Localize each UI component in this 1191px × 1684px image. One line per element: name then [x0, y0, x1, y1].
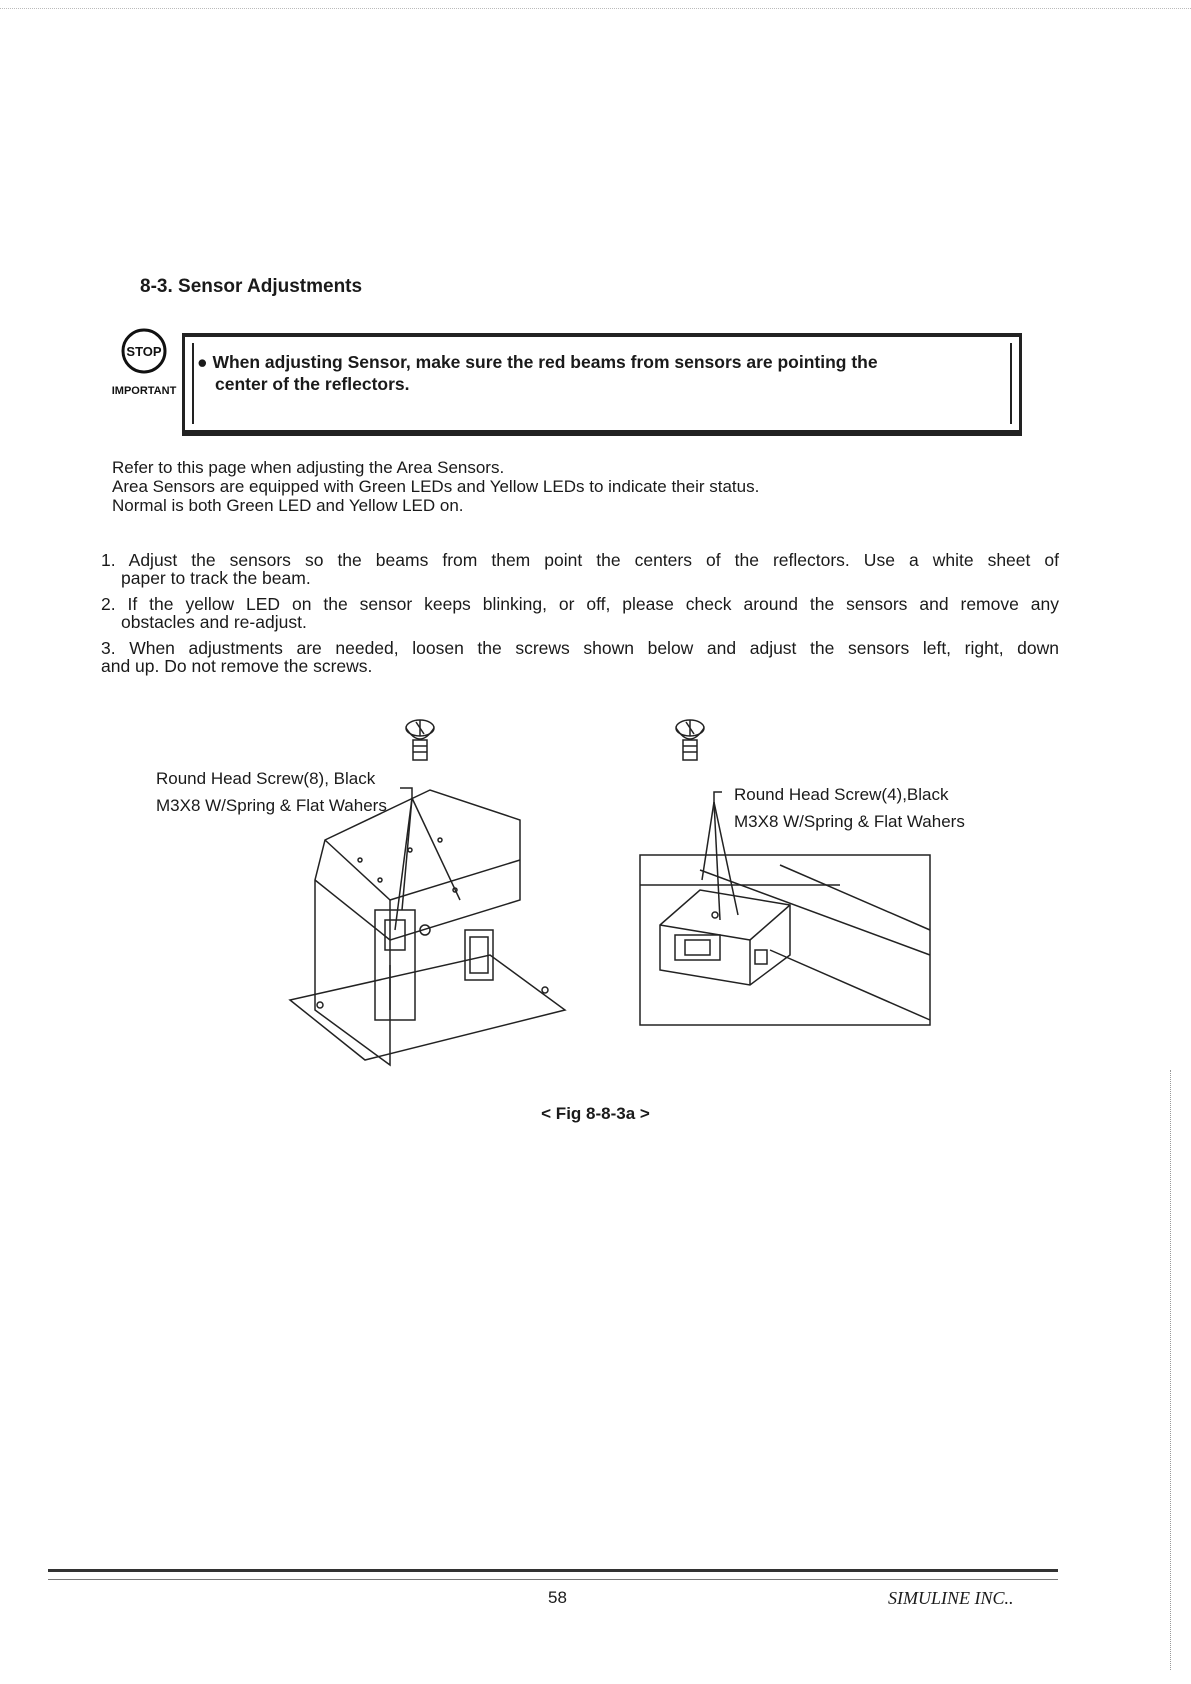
warning-box — [182, 333, 1022, 436]
right-screw-label-1: Round Head Screw(4),Black — [734, 785, 949, 804]
stop-icon-text: STOP — [126, 344, 162, 359]
step-2-line-a: 2. If the yellow LED on the sensor keeps blinking, or off, please check around the sensors and remove any — [101, 594, 1059, 614]
important-label: IMPORTANT — [111, 385, 177, 397]
list-item — [101, 639, 1059, 675]
right-sensor-illustration — [640, 710, 940, 1040]
intro-paragraph — [112, 458, 759, 515]
stop-important-icon — [111, 324, 177, 398]
intro-line: Normal is both Green LED and Yellow LED on. — [112, 496, 464, 515]
company-name: SIMULINE INC.. — [888, 1588, 1014, 1608]
top-scan-edge — [0, 8, 1191, 12]
intro-line: Area Sensors are equipped with Green LEDs and Yellow LEDs to indicate their status. — [112, 477, 760, 496]
warning-line-2: center of the reflectors. — [215, 374, 410, 394]
step-1-line-b: paper to track the beam. — [121, 568, 311, 588]
warning-line-1: When adjusting Sensor, make sure the red beams from sensors are pointing the — [212, 352, 878, 372]
footer-rule — [48, 1569, 1058, 1580]
left-sensor-illustration — [290, 710, 570, 1080]
right-screw-label-2: M3X8 W/Spring & Flat Wahers — [734, 812, 965, 831]
step-3-line-a: 3. When adjustments are needed, loosen the screws shown below and adjust the sensors left, right, down — [101, 638, 1059, 658]
steps-list — [101, 551, 1059, 683]
left-screw-label-1: Round Head Screw(8), Black — [156, 769, 376, 788]
page-number: 58 — [548, 1588, 567, 1607]
right-screw-icon — [676, 720, 704, 760]
intro-line: Refer to this page when adjusting the Area Sensors. — [112, 458, 505, 477]
left-screw-icon — [406, 720, 434, 760]
step-1-line-a: 1. Adjust the sensors so the beams from them point the centers of the reflectors. Use a white sheet of — [101, 550, 1059, 570]
list-item — [101, 551, 1059, 587]
warning-text: ● When adjusting Sensor, make sure the red beams from sensors are pointing the center of the reflectors. — [197, 351, 1003, 395]
scan-edge-line — [1170, 1070, 1172, 1670]
section-title: 8-3. Sensor Adjustments — [140, 276, 363, 297]
step-2-line-b: obstacles and re-adjust. — [121, 612, 307, 632]
list-item — [101, 595, 1059, 631]
left-screw-label-2: M3X8 W/Spring & Flat Wahers — [156, 796, 387, 815]
step-3-line-b: and up. Do not remove the screws. — [101, 656, 373, 676]
figure-caption: < Fig 8-8-3a > — [541, 1104, 650, 1123]
